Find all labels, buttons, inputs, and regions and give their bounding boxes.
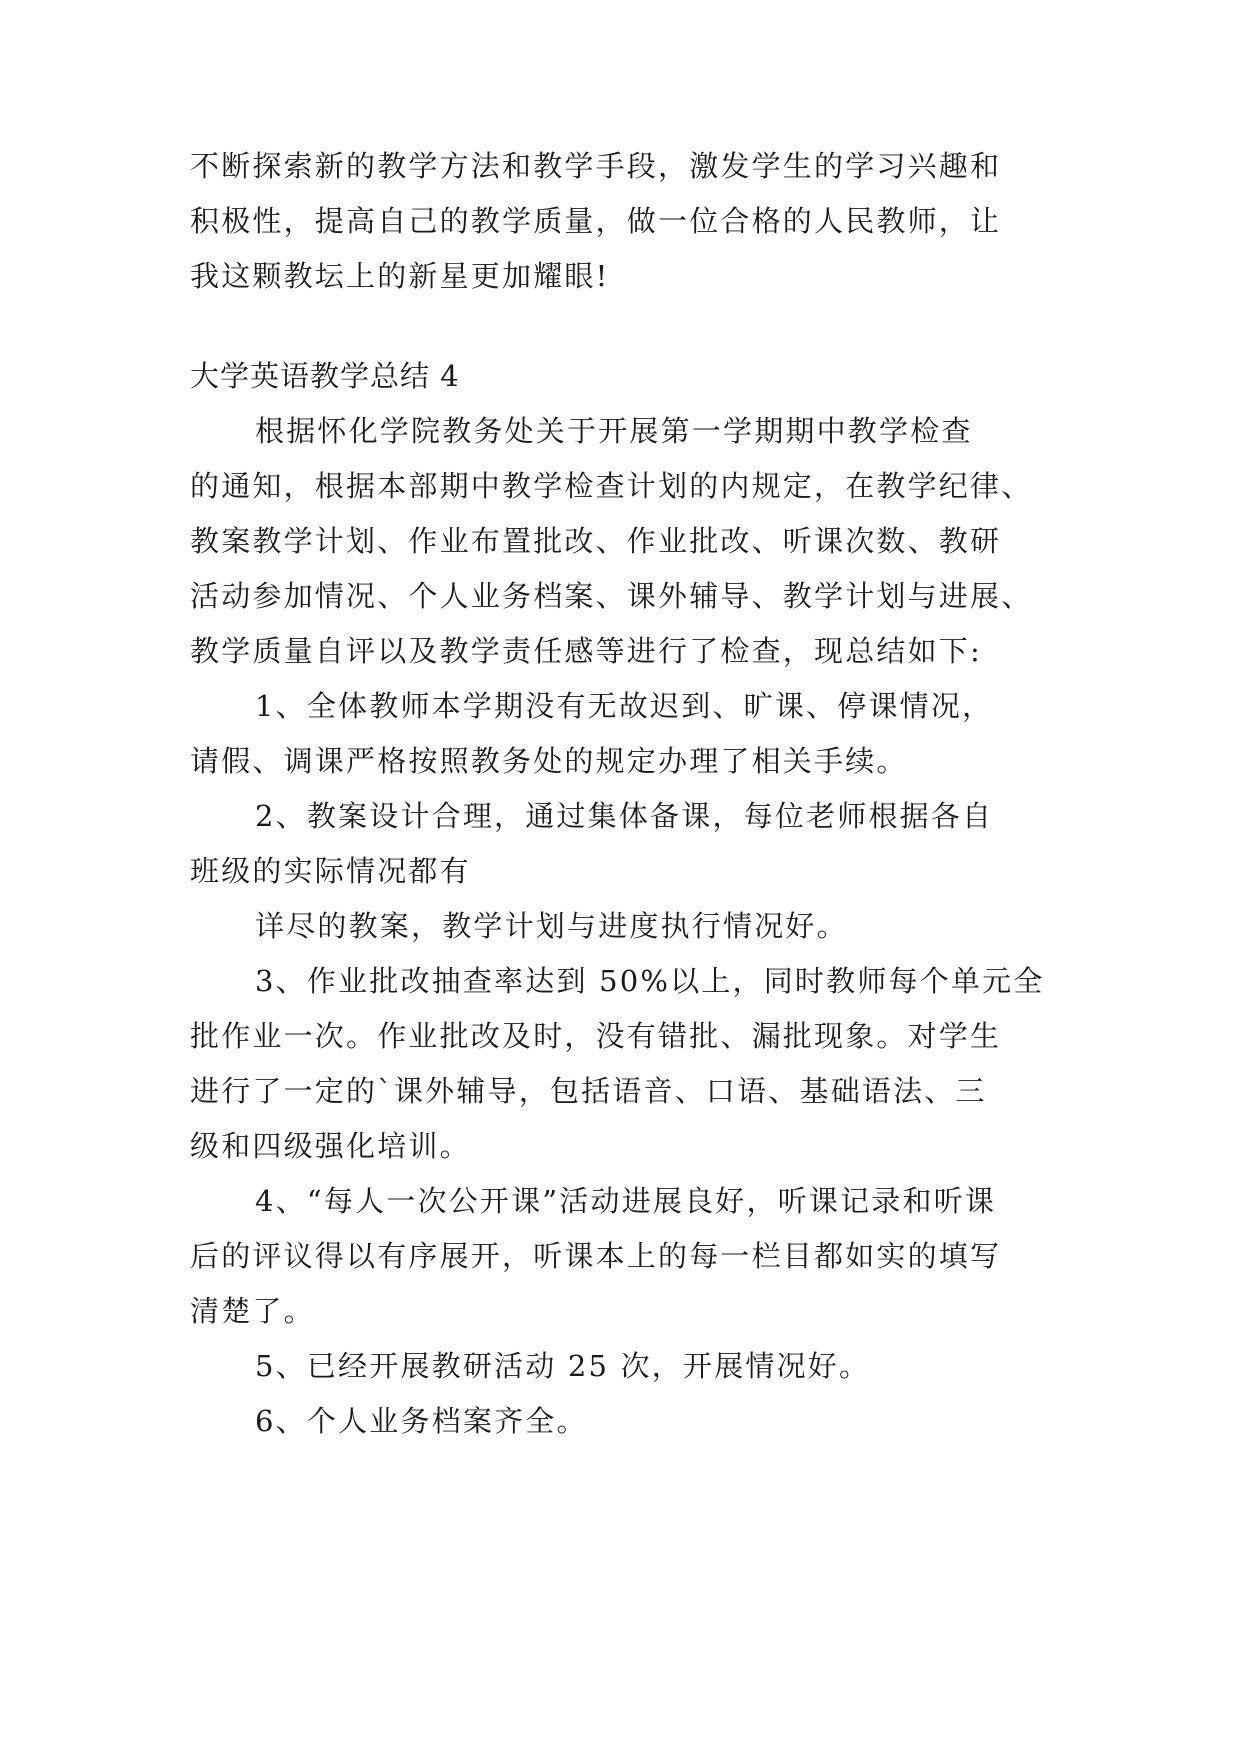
intro-line-1: 不断探索新的教学方法和教学手段，激发学生的学习兴趣和 xyxy=(190,149,1002,183)
item-2-line-2: 班级的实际情况都有 xyxy=(190,854,471,888)
item-2-line-1: 2、教案设计合理，通过集体备课，每位老师根据各自 xyxy=(255,799,994,833)
item-6: 6、个人业务档案齐全。 xyxy=(255,1404,588,1438)
item-2-continued: 详尽的教案，教学计划与进度执行情况好。 xyxy=(255,909,848,943)
paragraph-1-line-3: 教案教学计划、作业布置批改、作业批改、听课次数、教研 xyxy=(190,524,1002,558)
item-3-line-3: 进行了一定的`课外辅导，包括语音、口语、基础语法、三 xyxy=(190,1074,987,1108)
paragraph-1-line-4: 活动参加情况、个人业务档案、课外辅导、教学计划与进展、 xyxy=(190,579,1033,613)
section-title: 大学英语教学总结 4 xyxy=(190,359,460,393)
item-4-line-2: 后的评议得以有序展开，听课本上的每一栏目都如实的填写 xyxy=(190,1239,1002,1273)
item-1-line-2: 请假、调课严格按照教务处的规定办理了相关手续。 xyxy=(190,744,908,778)
item-3-line-2: 批作业一次。作业批改及时，没有错批、漏批现象。对学生 xyxy=(190,1019,1002,1053)
item-4-line-3: 清楚了。 xyxy=(190,1294,315,1328)
intro-line-2: 积极性，提高自己的教学质量，做一位合格的人民教师，让 xyxy=(190,204,1002,238)
item-4-line-1: 4、“每人一次公开课”活动进展良好，听课记录和听课 xyxy=(255,1184,997,1218)
paragraph-1-line-1: 根据怀化学院教务处关于开展第一学期期中教学检查 xyxy=(255,414,973,448)
item-5: 5、已经开展教研活动 25 次，开展情况好。 xyxy=(255,1349,871,1383)
item-3-line-4: 级和四级强化培训。 xyxy=(190,1129,471,1163)
item-3-line-1: 3、作业批改抽查率达到 50%以上，同时教师每个单元全 xyxy=(255,964,1045,998)
paragraph-1-line-5: 教学质量自评以及教学责任感等进行了检查，现总结如下: xyxy=(190,634,982,668)
paragraph-1-line-2: 的通知，根据本部期中教学检查计划的内规定，在教学纪律、 xyxy=(190,469,1033,503)
item-1-line-1: 1、全体教师本学期没有无故迟到、旷课、停课情况， xyxy=(255,689,994,723)
intro-line-3: 我这颗教坛上的新星更加耀眼! xyxy=(190,259,610,293)
